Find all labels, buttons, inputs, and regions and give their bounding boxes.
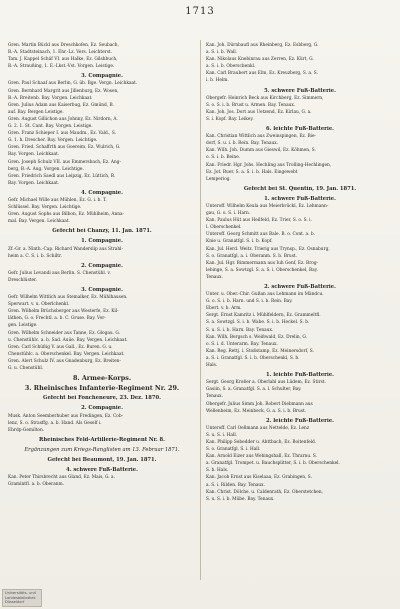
- entry-line: G. 1. h. Drescher. Bay. Vergen. Leichtige.: [8, 138, 98, 144]
- entry-line: Ebert. v. b. Arm.: [206, 306, 242, 312]
- section-heading: 3. Compagnie.: [81, 287, 123, 293]
- section-heading: 6. leichte Fuß-Batterie.: [265, 126, 334, 133]
- entry-line: l. Oberschenkel.: [206, 225, 242, 231]
- entry-line: Kan. Paulus Hüt aus Heilfeld, Ez. Trier, S. o. S. i.: [206, 218, 312, 224]
- section-heading: Gefecht bei Chanzy, 11. Jan. 1871.: [52, 228, 152, 235]
- entry-line: G. o. S. i. b. Harn. und S. i. b. Rein. Bay.: [206, 299, 293, 305]
- section-heading: 4. Compagnie.: [81, 189, 123, 196]
- entry-line: lenz, S. o. Strasffg. a. b. Hand. Als Geself i.: [8, 420, 102, 426]
- entry-line: S. u. S. i. b. Harn. Bay. Tenaux.: [206, 327, 274, 333]
- entry-line: o. S. i. b. Beine.: [206, 155, 241, 161]
- entry-line: gau, G. o. S. i. Harn.: [206, 211, 251, 217]
- entry-line: Gren. Alert Schulz IV. aus Gnadenburg, Ez. Breiten-: [8, 358, 121, 364]
- entry-line: S. o. Granatfgl. S. i. Hall.: [206, 447, 261, 453]
- entry-line: Wellenheim, Ez. Meinbeck, G. a. S. i. b. Brust.: [206, 408, 307, 414]
- entry-line: Kan. Joh. Dürnbaufl aus Rheinberg, Ez. Esbberg, G.: [206, 43, 319, 48]
- entry-line: Kan. Reg. Rettj. i. Stoßstamp, Ez. Meinersdorf, S.: [206, 348, 314, 354]
- entry-line: Kan. Nikolaus Knebinrau aus Zerren, Ez. Kürt, G.: [206, 57, 314, 63]
- entry-line: Gren. Wilhelm Brüchsberger aus Westerfe, Ez. Kil-: [8, 309, 119, 315]
- entry-line: Hals.: [206, 363, 218, 369]
- entry-line: Unter. u. Ober.-Chir. Gußan aus Lehmann im Mändcu.: [206, 292, 324, 298]
- entry-line: Unteroff. Carl Oellmann aus Nettelde, Ez. Lenz: [206, 425, 310, 431]
- entry-line: Kan. Wilh. Joh. Dumm aus Gieswil, Ez. Köhmen, S.: [206, 148, 316, 154]
- entry-line: a. S. i. Granatfgl. S. i. b. Oberschenkl, S. b.: [206, 355, 300, 361]
- section-heading: 2. Compagnie.: [81, 405, 123, 412]
- section-heading: 8. Armee-Korps.: [72, 375, 132, 383]
- entry-line: Gefr. Wilhelm Wittlich aus Stemalker, Ez. Mühlhausen.: [8, 295, 128, 301]
- entry-line: heim a. C. S. i. b. Schiltr.: [8, 253, 62, 259]
- entry-line: Obergefr. Heinrich Beck aus Kirchberg, Ez. Simmern,: [206, 95, 324, 101]
- entry-line: Tam. J. Kappel Schäf VI. aus Halke, Ez. Gilshbuch,: [8, 57, 118, 63]
- page-number: 1713: [185, 6, 215, 17]
- entry-line: Gren. August Sophs aus Bilbon, Ez. Mühlheim, Anna-: [8, 212, 125, 218]
- entry-line: Kan. Philipp Sebedder u. Ahttbach, Ez. Boitenfeld.: [206, 439, 317, 445]
- entry-line: Kan. Carl Braubert aus Elm, Ez. Kreuzberg, S. a. S.: [206, 71, 318, 77]
- entry-line: Gren. Bernhard Margrit aus Jillenburg, Ez. Wosen,: [8, 88, 119, 94]
- entry-line: Gefr. Michael Wille aus Mühlen, Ez. G. i. b. T.: [8, 197, 107, 203]
- entry-line: Kan. Jacob Ernst aus Kiselaaa, Ez. Grabingen, S.: [206, 475, 312, 481]
- entry-line: Tenaux.: [206, 274, 223, 280]
- entry-line: G. u. Chenstühl.: [8, 366, 44, 372]
- entry-line: Gren. Fried. Schaffrth aus Goereim, Ez. Wulrich, G.: [8, 145, 121, 151]
- entry-line: G. 2. 1. St. Cant. Bay. Vorgen. Leistige.: [8, 124, 93, 130]
- entry-line: B.-A. Straußing, 1. E.-Lkst.-Vst. Vorgen. Leistige.: [8, 64, 115, 70]
- entry-line: Kan. Friedr. Hgr. Johs. Hechling aus Trolling-Hechlingen,: [206, 162, 332, 168]
- entry-line: dorf, S. u. i. b. Rein. Bay. Tenaux.: [206, 141, 279, 147]
- entry-line: o. S. i. d. Unterarm. Bay. Tenaux.: [206, 341, 278, 347]
- entry-line: Musk. Anton Seemberhuber aus Fredingen, Ez. Cob-: [8, 413, 124, 419]
- section-heading: Gefecht bei Beaumont, 19. Jan. 1871.: [47, 456, 157, 463]
- entry-line: Gren. Paul Schaaf aus Berlin, G. üb. Bge. Vergn. Leichkaat.: [8, 81, 138, 87]
- entry-line: Kan. Jul. Hgr. Bimmermann aus Iuh Genf, Ez. Brog-: [206, 260, 319, 266]
- entry-line: mal. Bay. Vergen. Leichkaat.: [8, 219, 70, 225]
- entry-line: a. S. i. Rilden. Bay. Tenaux.: [206, 482, 265, 488]
- section-heading: 4. schwere Fuß-Batterie.: [66, 467, 138, 474]
- right-column: [206, 42, 394, 592]
- entry-line: Gramintfl. a. b. Oberanm.: [8, 482, 65, 488]
- entry-line: Gren. Julius Adam aus Kaiserbug, Ez. Gmünd, B.: [8, 102, 114, 108]
- entry-line: Kan. Arnold Eizer aus Wehingshall, Ez. Thrarnu. S.: [206, 454, 318, 460]
- entry-line: Kan. Joh. Jos. Dort aus Uetzend, Ez. Kirlau, G. a.: [206, 109, 312, 115]
- entry-line: Gefr. Julius Levandi aus Berlin. S. Chenstühl. v.: [8, 270, 111, 276]
- section-heading: Ergänzungen zum Kriegs-Ranglisten am 13. Februar 1871.: [24, 446, 180, 453]
- entry-line: Gren. Wilhelm Schneider aus Tanne, Ez. Glogau. G.: [8, 330, 121, 336]
- entry-line: Unteroff. Wilhelm Keula aus Meierbrückl, Ez. Lehmann-: [206, 203, 329, 209]
- entry-line: Obergefr. Julius Simm Joh. Robert Diebmann aus: [206, 401, 313, 407]
- library-logo: Universitäts- und Landesbibliothek Düsseldorf: [2, 589, 42, 607]
- section-heading: 1. schwere Fuß-Batterie.: [264, 195, 336, 202]
- entry-line: Chenstühlc. a. Oberschenkel. Bay. Vergen. Leichkaat.: [8, 351, 125, 357]
- entry-line: Gren. Carl Schüßig V. aus Gall., Ez. Buren. G. u.: [8, 344, 113, 350]
- entry-line: Dreschlüster.: [8, 277, 37, 283]
- entry-line: berg, B.-A. Aug. Vorgen. Leichtige.: [8, 166, 84, 172]
- section-heading: 3. Rheinisches Infanterie-Regiment Nr. 29.: [24, 385, 180, 393]
- entry-line: Gren. Friedrich Saedl aus Leipzig, Ez. Lüttich, B.: [8, 173, 116, 179]
- entry-line: Schlüssel. Bay. Vergen. Leichtige.: [8, 205, 82, 211]
- section-heading: 2. schwere Fuß-Batterie.: [264, 284, 336, 290]
- section-heading: 1. Compagnie.: [81, 238, 123, 245]
- entry-line: Gasiin, S. a. Granatfgl. S. a. l. Schulter, Bay.: [206, 387, 302, 393]
- entry-line: Kan. Wilh. Bergsch s. Weißwald, Ez. Drelin, G.: [206, 334, 308, 340]
- entry-line: läthen, G. o. Frechtl. a. b. C. Gruse. Bay. Vor-: [8, 316, 106, 322]
- section-heading: 2. leichte Fuß-Batterie.: [265, 417, 334, 424]
- entry-line: Bay. Vorgen. Leichkaat.: [8, 180, 60, 186]
- entry-line: Tenaux.: [206, 394, 223, 400]
- entry-line: Sergt. Georg Kroßer a. Oberlahl aus Lüdem, Ez. Stirst.: [206, 380, 326, 386]
- entry-line: Zf.-Gr. a. Ninth.-Cap. Richard Wanderslip aus Strahl-: [8, 246, 123, 252]
- section-heading: Gefecht bei St. Quentin, 19. Jan. 1871.: [243, 185, 357, 192]
- entry-line: Ez. Jot. Buer, S. a. S. i. b. Hals. Eingewebt: [206, 169, 298, 175]
- section-heading: 2. Compagnie.: [81, 262, 123, 269]
- entry-line: S. o. S. i. b. Brust u. Armen. Bay. Tenaux.: [206, 102, 296, 108]
- entry-line: Kan. Christian Wittlich aus Zweinspingen, Ez. Bie-: [206, 134, 317, 140]
- entry-line: a. S. i. b. Oberschenkl.: [206, 64, 256, 70]
- entry-line: i. b. Helm.: [206, 78, 229, 84]
- entry-line: Lemperiog.: [206, 176, 231, 182]
- entry-line: Gren. Franz Schieper I. aus Maudm., Ez. Vald., S.: [8, 131, 117, 137]
- entry-line: Sperwart. v. u. Oberlchenkl.: [8, 302, 70, 308]
- section-heading: Gefecht bei Foncheneure, 23. Dez. 1870.: [43, 395, 161, 402]
- entry-line: B.-A. Stadtsteinach, 1. Ehr.-Lz. Vers. Leichterst.: [8, 50, 113, 56]
- entry-line: Gren. Martin Bückl aus Dreschkofen, Ez. Seubach,: [8, 43, 119, 48]
- entry-line: Kan. Christ. Dölche. u. Caldenrath, Ez. Oberstetchen,: [206, 489, 323, 495]
- entry-line: a. Granatfgl. Trompet. u. Bauchsplitter, S. i. b. Oberschenkel.: [206, 461, 340, 467]
- entry-line: a. S. i. b. Wall.: [206, 50, 238, 56]
- entry-line: Bay. Vorgen. Leichkaat.: [8, 152, 60, 158]
- entry-line: Kan. Peter Thirsbrecht aus Gland, Ez. Mais, G. a.: [8, 475, 115, 481]
- entry-line: S. u. S. i. Hall.: [206, 432, 238, 438]
- entry-line: Gren. August Gillichon aus Johnny, Ez. Nirdorn, A.: [8, 116, 118, 122]
- entry-line: S. b. Hals.: [206, 468, 229, 474]
- entry-line: Knie u. Granatfgl. S. i. b. Kopf.: [206, 239, 273, 245]
- entry-line: gen. Leistige.: [8, 323, 38, 329]
- left-column: [8, 42, 196, 592]
- column-divider: [200, 40, 201, 580]
- section-heading: Rheinisches Feld-Artillerie-Regiment Nr. 8.: [39, 436, 165, 443]
- entry-line: Sergt. Ernst Kamritz i. Mühlfeldern, Ez. Grammeltfl.: [206, 313, 321, 319]
- entry-line: S. o. Granatfgl. a. i. Oberanm. S. b. Brust.: [206, 253, 298, 259]
- entry-line: Gren. Joseph Schulz VII. aus Emmersbach, Ez. Ang-: [8, 159, 121, 165]
- entry-line: Unteroff. Georg Schmitt aus Bale. B. o. Cont. a. b.: [206, 232, 315, 238]
- entry-line: B.-A. Breitenb. Bay. Vorgen. Leichkaat.: [8, 95, 93, 101]
- entry-line: S. u. S. i. b. Mübe. Bay. Tenaux.: [206, 496, 275, 502]
- entry-line: Ehrdp-Gemilton.: [8, 427, 45, 433]
- entry-line: S. a. Sowtzgl. S. i. b. Wabe. S. i. b. Heckel. S. b.: [206, 320, 310, 326]
- section-heading: 3. Compagnie.: [81, 73, 123, 80]
- section-heading: 5. schwere Fuß-Batterie.: [264, 87, 336, 94]
- entry-line: auf. Bay. Bergen Leistige.: [8, 109, 64, 115]
- entry-line: S. i. Kopf. Bay. Leikey.: [206, 116, 254, 122]
- section-heading: 1. leichte Fuß-Batterie.: [265, 372, 334, 379]
- entry-line: lebinge, S. a. Sowtzgl. S. a. S. i. Oberschenkel, Bay.: [206, 267, 318, 273]
- entry-line: Kan. Jul. Herd. Weitz. Trierig aus Trynsp., Ez. Osnaburg,: [206, 246, 330, 252]
- entry-line: u. Chenstühlc. a. b. Sad. Auüe. Bay. Vergen. Leichkaat.: [8, 337, 128, 343]
